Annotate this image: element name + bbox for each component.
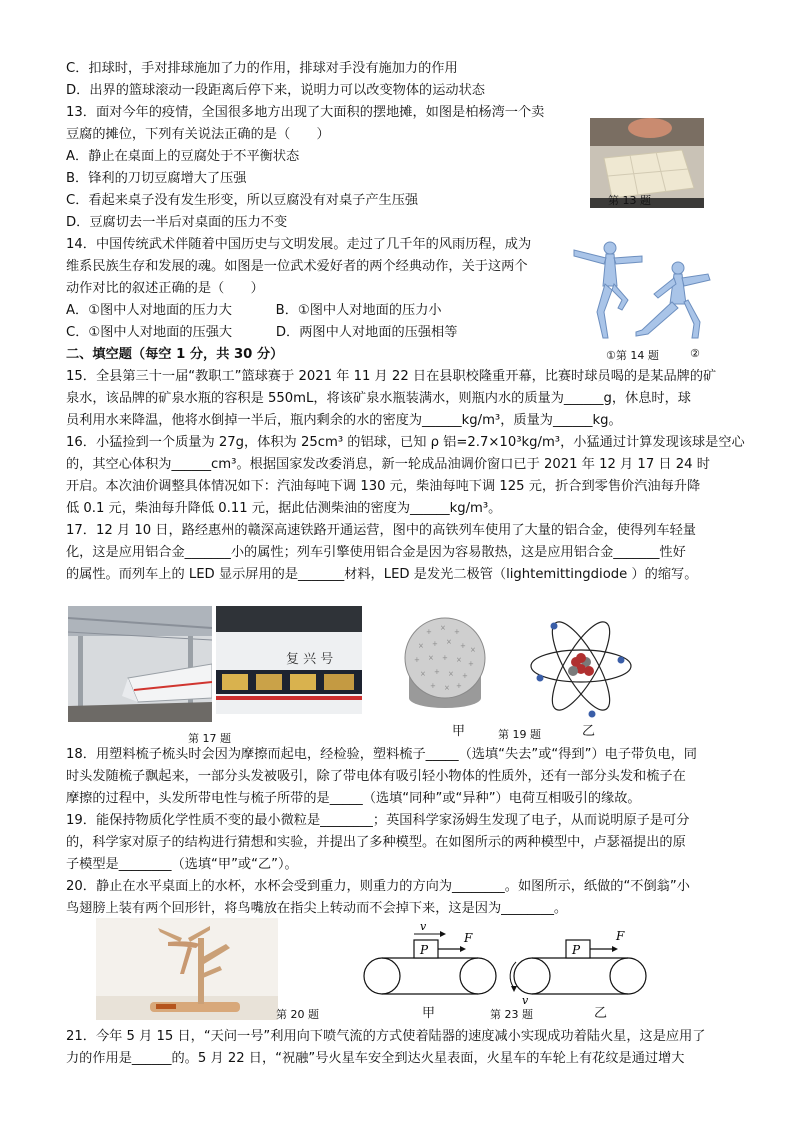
text-line: 的，其空心体积为______cm³。根据国家发改委消息，新一轮成品油调价窗口已于 2021 年 12 月 17 日 24 时 [66,457,710,472]
svg-text:+: + [414,656,420,664]
svg-text:×: × [448,670,454,678]
svg-text:×: × [420,670,426,678]
svg-text:×: × [428,654,434,662]
text-line: 子模型是________（选填“甲”或“乙”）。 [66,857,298,872]
text-line: 开启。本次油价调整具体情况如下：汽油每吨下调 130 元，柴油每吨下调 125 元，折合到零售价汽油每升降 [66,479,701,494]
text-line: 泉水，该品牌的矿泉水瓶的容积是 550mL，将该矿泉水瓶装满水，则瓶内水的质量为______g，休息时，球 [66,391,691,406]
text-line: C．扣球时，手对排球施加了力的作用，排球对手没有施加力的作用 [66,61,458,76]
figure-label-jia: 甲 [452,724,466,739]
text-line: 13．面对今年的疫情，全国很多地方出现了大面积的摆地摊，如图是柏杨湾一个卖 [66,105,545,120]
text-line: 员利用水来降温，他将水倒掉一半后，瓶内剩余的水的密度为______kg/m³，质量为______kg。 [66,413,622,428]
martial-arts-illustration [570,234,718,346]
text-line: 鸟翅膀上装有两个回形针，将鸟嘴放在指尖上转动而不会掉下来，这是因为________。 [66,901,568,916]
text-line: A．①图中人对地面的压力大 B．①图中人对地面的压力小 [66,303,442,318]
text-line: 时头发随梳子飘起来，一部分头发被吸引，除了带电体有吸引轻小物体的性质外，还有一部分头发和梳子在 [66,769,686,784]
text-line: D．出界的篮球滚动一段距离后停下来，说明力可以改变物体的运动状态 [66,83,485,98]
balancing-bird-photo [96,918,278,1020]
text-line: C．①图中人对地面的压强大 D．两图中人对地面的压强相等 [66,325,458,340]
velocity-label: v [420,920,427,933]
plum-pudding-model [402,608,488,718]
text-line: 14．中国传统武术伴随着中国历史与文明发展。走过了几千年的风雨历程，成为 [66,237,532,252]
section-heading: 二、填空题（每空 1 分，共 30 分） [66,347,284,362]
svg-text:+: + [442,654,448,662]
figure-label-yi: 乙 [594,1006,608,1021]
text-line: 21．今年 5 月 15 日，“天问一号”利用向下喷气流的方式使着陆器的速度减小实现成功着陆火星，这是应用了 [66,1029,706,1044]
nuclear-atom-model [526,614,636,730]
svg-text:+: + [456,682,462,690]
force-label: F [616,929,625,943]
svg-text:+: + [426,628,432,636]
figure-caption: 第 17 题 [188,732,231,745]
svg-text:×: × [446,638,452,646]
conveyor-belt-diagram-jia [360,920,500,1002]
svg-text:×: × [418,642,424,650]
svg-text:×: × [470,646,476,654]
text-line: A．静止在桌面上的豆腐处于不平衡状态 [66,149,300,164]
circled-number-1-icon: ① [606,349,616,362]
text-line: 低 0.1 元，柴油每升降低 0.11 元，据此估测柴油的密度为______kg/m³。 [66,501,502,516]
svg-text:+: + [432,640,438,648]
text-line: 19．能保持物质化学性质不变的最小微粒是________；英国科学家汤姆生发现了电子，从而说明原子是可分 [66,813,690,828]
svg-text:×: × [444,684,450,692]
figure-number: ② [690,347,700,360]
conveyor-belt-diagram-yi [504,926,650,1008]
text-line: 力的作用是______的。5 月 22 日，“祝融”号火星车安全到达火星表面，火星车的车轮上有花纹是通过增大 [66,1051,685,1066]
text-line: 的属性。而列车上的 LED 显示屏用的是_______材料，LED 是发光二极管（lightemittingdiode ）的缩写。 [66,567,698,582]
svg-text:+: + [454,628,460,636]
svg-text:+: + [430,682,436,690]
text-line: 16．小猛捡到一个质量为 27g，体积为 25cm³ 的铝球，已知 ρ 铝=2.7×10³kg/m³，小猛通过计算发现该球是空心 [66,435,745,450]
high-speed-train-photo [68,606,212,722]
text-line: 化，这是应用铝合金_______小的属性；列车引擎使用铝合金是因为容易散热，这是应用铝合金_______性好 [66,545,686,560]
block-label: P [572,943,581,957]
svg-text:+: + [434,668,440,676]
text-line: 动作对比的叙述正确的是（ ） [66,281,264,296]
figure-caption: 第 23 题 [490,1008,533,1021]
text-line: 15．全县第三十一届“教职工”篮球赛于 2021 年 11 月 22 日在县职校隆重开幕，比赛时球员喝的是某品牌的矿 [66,369,717,384]
text-line: 的，科学家对原子的结构进行猜想和实验，并提出了多种模型。在如图所示的两种模型中，卢瑟福提出的原 [66,835,686,850]
text-line: B．锋利的刀切豆腐增大了压强 [66,171,247,186]
svg-text:+: + [468,660,474,668]
figure-caption: ①第 14 题 [606,349,659,362]
figure-caption: 第 20 题 [276,1008,319,1021]
block-label: P [420,943,429,957]
text-line: 20．静止在水平桌面上的水杯，水杯会受到重力，则重力的方向为________。如图所示，纸做的“不倒翁”小 [66,879,690,894]
figure-caption: 第 19 题 [498,728,541,741]
figure-label-yi: 乙 [582,724,596,739]
svg-text:×: × [456,656,462,664]
text-line: 18．用塑料梳子梳头时会因为摩擦而起电，经检验，塑料梳子_____（选填“失去”或“得到”）电子带负电，同 [66,747,697,762]
velocity-label: v [522,994,529,1007]
text-line: C．看起来桌子没有发生形变，所以豆腐没有对桌子产生压强 [66,193,419,208]
train-sign-text: 复 兴 号 [286,652,334,667]
text-line: 豆腐的摊位，下列有关说法正确的是（ ） [66,127,330,142]
text-line: 17．12 月 10 日，路经惠州的赣深高速铁路开通运营，图中的高铁列车使用了大量的铝合金，使得列车轻量 [66,523,696,538]
text-line: 维系民族生存和发展的魂。如图是一位武术爱好者的两个经典动作，关于这两个 [66,259,528,274]
svg-text:+: + [460,642,466,650]
text-line: 摩擦的过程中，头发所带电性与梳子所带的是_____（选填“同种”或“异种”）电荷互相吸引的缘故。 [66,791,641,806]
text-line: D．豆腐切去一半后对桌面的压力不变 [66,215,288,230]
svg-text:+: + [462,672,468,680]
figure-label-jia: 甲 [422,1006,436,1021]
svg-text:×: × [440,624,446,632]
figure-caption: 第 13 题 [608,194,651,207]
force-label: F [464,931,473,945]
